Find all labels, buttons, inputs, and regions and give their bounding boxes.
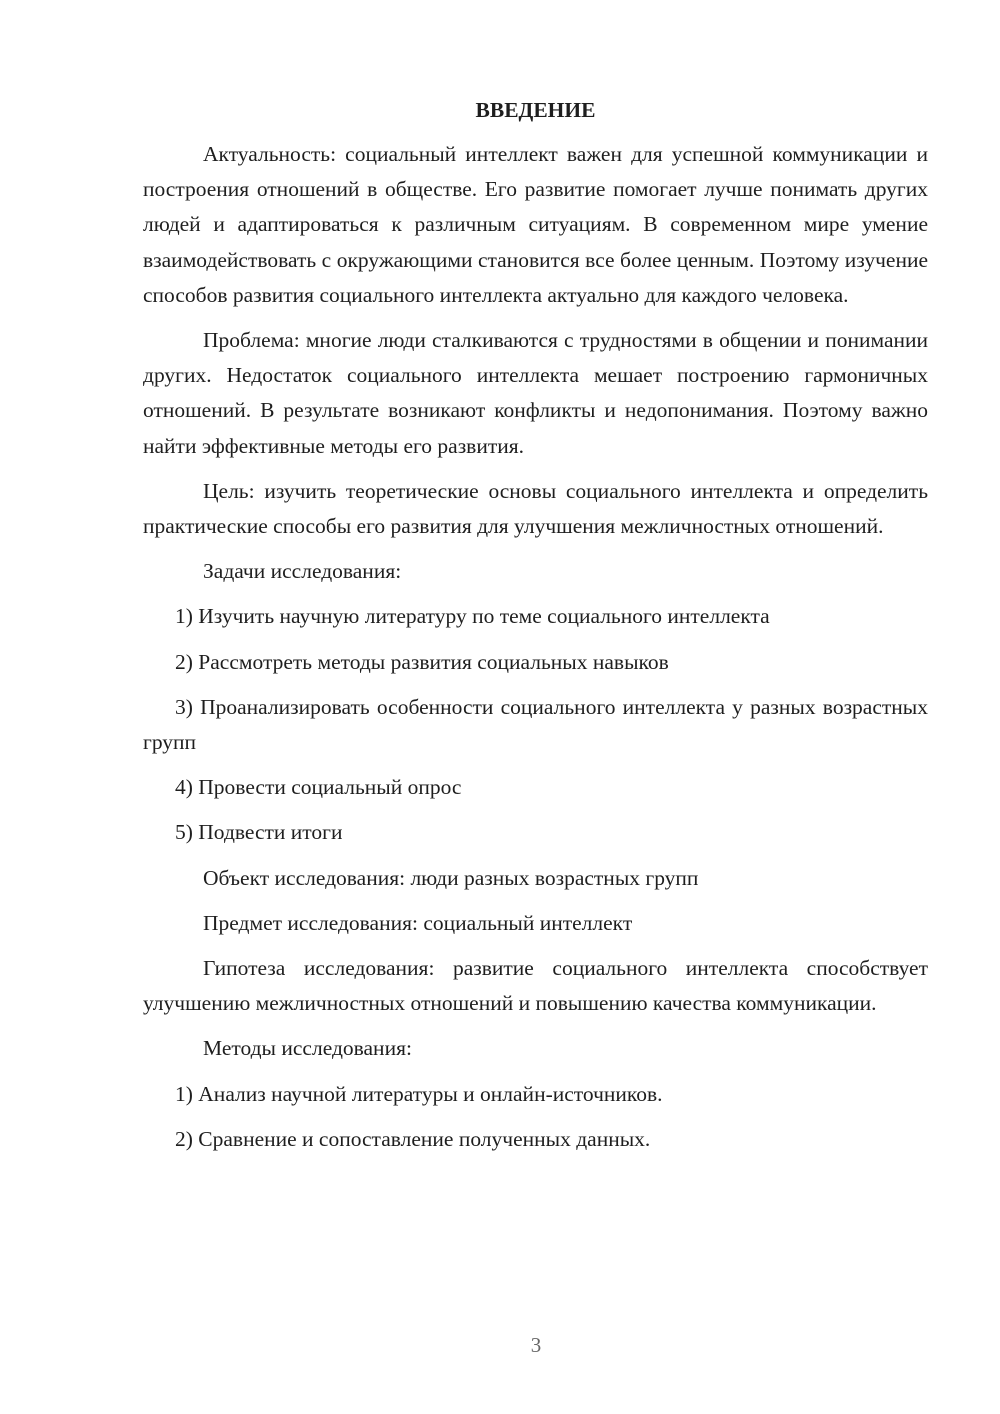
hypothesis-paragraph: Гипотеза исследования: развитие социального интеллекта способствует улучшению межличностных отношений и повышению качества коммуникации. xyxy=(143,956,928,1016)
relevance-paragraph: Актуальность: социальный интеллект важен для успешной коммуникации и построения отношений в обществе. Его развитие помогает лучше понимать других людей и адаптироваться к различным ситуациям. В современном мире умение взаимодействовать с окружающими становится все более ценным. Поэтому изучение способов развития социального интеллекта актуально для каждого человека. xyxy=(143,142,928,307)
page-title: ВВЕДЕНИЕ xyxy=(475,98,596,122)
method-item: 2) Сравнение и сопоставление полученных данных. xyxy=(175,1126,651,1151)
task-item: 3) Проанализировать особенности социального интеллекта у разных возрастных групп xyxy=(143,694,928,755)
task-item: 4) Провести социальный опрос xyxy=(175,775,462,800)
page-number: 3 xyxy=(530,1333,542,1357)
task-item: 1) Изучить научную литературу по теме социального интеллекта xyxy=(175,604,770,629)
research-object: Объект исследования: люди разных возрастных групп xyxy=(203,865,699,890)
task-item: 2) Рассмотреть методы развития социальных навыков xyxy=(175,649,669,674)
methods-heading: Методы исследования: xyxy=(203,1036,412,1061)
goal-paragraph: Цель: изучить теоретические основы социального интеллекта и определить практические способы его развития для улучшения межличностных отношений. xyxy=(143,478,928,539)
document-body xyxy=(143,95,928,1167)
method-item: 1) Анализ научной литературы и онлайн-источников. xyxy=(175,1081,663,1106)
task-item: 5) Подвести итоги xyxy=(175,820,343,845)
research-subject: Предмет исследования: социальный интеллект xyxy=(203,910,633,935)
problem-paragraph: Проблема: многие люди сталкиваются с трудностями в общении и понимании других. Недостаток социального интеллекта мешает построению гармоничных отношений. В результате возникают конфликты и недопонимания. Поэтому важно найти эффективные методы его развития. xyxy=(143,328,928,458)
tasks-heading: Задачи исследования: xyxy=(203,559,402,584)
